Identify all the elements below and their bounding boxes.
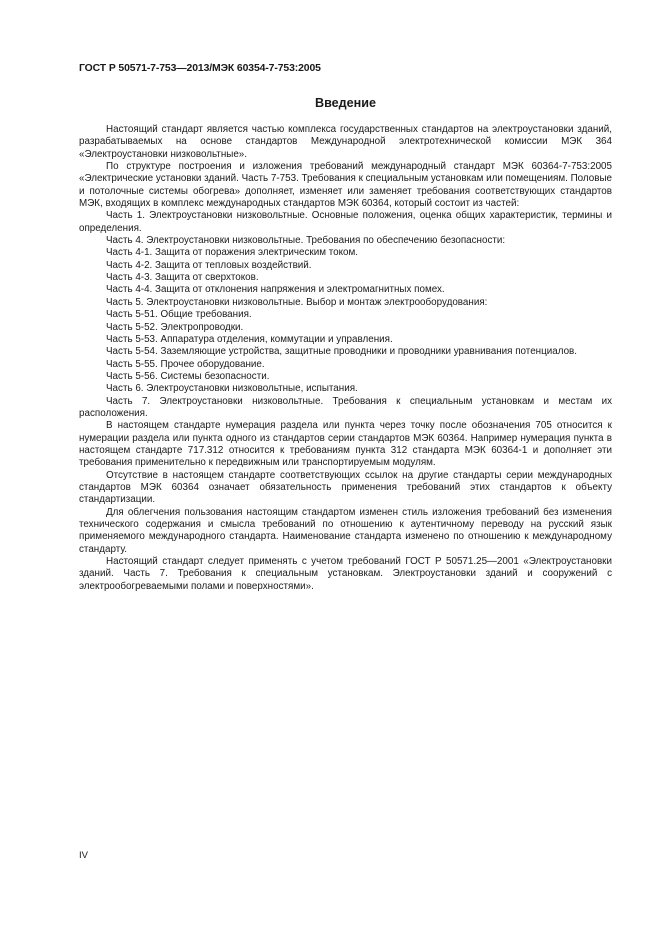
paragraph: Часть 5-53. Аппаратура отделения, коммутации и управления. <box>106 333 393 345</box>
paragraph: Настоящий стандарт является частью комплекса государственных стандартов на электроустановки зданий, разрабатываемых на основе стандартов Международной электротехнической комиссии МЭК 364 «Электроустановки низковольтные». <box>79 124 612 160</box>
paragraph: Часть 5-54. Заземляющие устройства, защитные проводники и проводники уравнивания потенциалов. <box>106 346 578 358</box>
paragraph: Часть 6. Электроустановки низковольтные, испытания. <box>106 383 358 395</box>
paragraph: Отсутствие в настоящем стандарте соответствующих ссылок на другие стандарты серии международных стандартов МЭК 60364 означает обязательность применения требований этих стандартов к объекту стандартизации. <box>79 469 612 506</box>
paragraph: Часть 4-2. Защита от тепловых воздействий. <box>106 259 312 271</box>
paragraph: Часть 5-51. Общие требования. <box>106 309 252 321</box>
paragraph: Настоящий стандарт следует применять с учетом требований ГОСТ Р 50571.25—2001 «Электроустановки зданий. Часть 7. Требования к специальным установкам. Электроустановки зданий и сооружений с электрообогреваемыми полами и поверхностями». <box>79 556 612 592</box>
paragraph: В настоящем стандарте нумерация раздела или пункта через точку после обозначения 705 относится к нумерации раздела или пункта одного из стандартов серии стандартов МЭК 60364. Например нумерация пункта в настоящем стандарте 717.312 относится к требованиям пункта 312 стандарта МЭК 60364-1 и дополняет эти требования применительно к передвижным или транспортируемым модулям. <box>79 420 612 469</box>
paragraph: Часть 5. Электроустановки низковольтные. Выбор и монтаж электрооборудования: <box>106 296 488 308</box>
paragraph: Часть 4. Электроустановки низковольтные. Требования по обеспечению безопасности: <box>106 235 506 247</box>
paragraph: Часть 4-3. Защита от сверхтоков. <box>106 272 259 284</box>
paragraph: Часть 1. Электроустановки низковольтные. Основные положения, оценка общих характеристик, термины и определения. <box>79 210 612 234</box>
paragraph: По структуре построения и изложения требований международный стандарт МЭК 60364-7-753:2005 «Электрические установки зданий. Часть 7-753. Требования к специальным установкам или помещениям. Половые и потолочные системы обогрева» дополняет, изменяет или заменяет требования соответствующих стандартов МЭК, входящих в комплекс международных стандартов МЭК 60364, который состоит из частей: <box>79 161 613 210</box>
section-title: Введение <box>314 96 377 110</box>
document-header: ГОСТ Р 50571-7-753—2013/МЭК 60354-7-753:2005 <box>79 63 321 74</box>
paragraph: Часть 4-4. Защита от отклонения напряжения и электромагнитных помех. <box>106 284 445 296</box>
paragraph: Часть 4-1. Защита от поражения электрическим током. <box>106 247 358 259</box>
paragraph: Часть 5-55. Прочее оборудование. <box>106 358 265 370</box>
body-text <box>79 124 612 593</box>
paragraph: Часть 7. Электроустановки низковольтные. Требования к специальным установкам и местам их расположения. <box>79 395 612 419</box>
paragraph: Часть 5-52. Электропроводки. <box>106 321 244 333</box>
paragraph: Для облегчения пользования настоящим стандартом изменен стиль изложения требований без изменения технического содержания и смысла требований по отношению к аутентичному переводу на русский язык применяемого международного стандарта. Наименование стандарта изменено по отношению к международному стандарту. <box>79 506 612 555</box>
page-number: IV <box>79 850 88 861</box>
paragraph: Часть 5-56. Системы безопасности. <box>106 370 270 382</box>
